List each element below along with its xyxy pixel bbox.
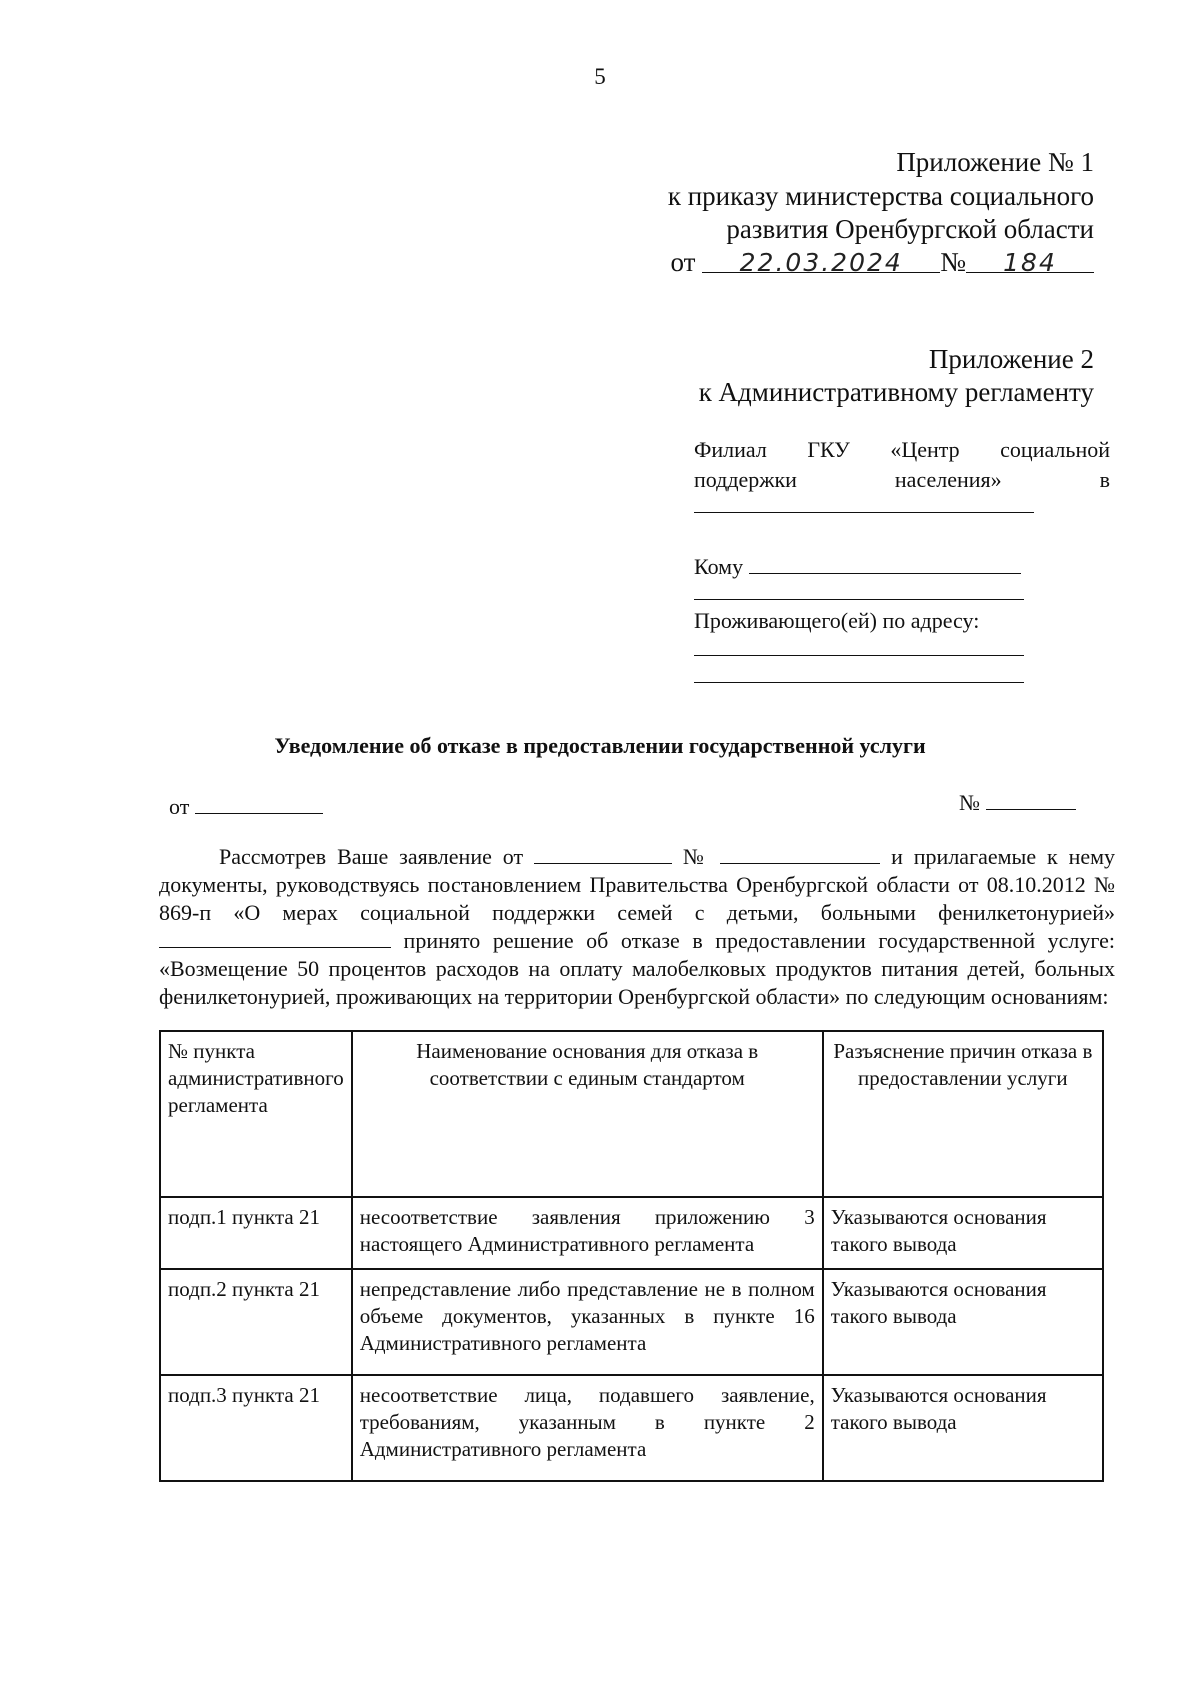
order-number-field: [966, 246, 1094, 277]
appendix1-date-line: [671, 246, 1094, 279]
appendix1-line3: развития Оренбургской области: [726, 214, 1094, 244]
table-row: [160, 1375, 1103, 1481]
notice-number-field: [986, 789, 1076, 810]
row-item-number: подп.1 пункта 21: [160, 1197, 352, 1269]
page-number: 5: [594, 64, 606, 89]
table-row: [160, 1197, 1103, 1269]
notice-number-line: [959, 789, 1076, 816]
notice-number-label: №: [959, 790, 980, 815]
to-line: [694, 551, 1110, 581]
body-part1: Рассмотрев Ваше заявление от: [219, 844, 524, 869]
row-explanation: Указываются основания такого вывода: [823, 1375, 1103, 1481]
to-label: Кому: [694, 554, 744, 579]
order-date: 22.03.2024: [739, 248, 903, 277]
notice-from-label: от: [169, 794, 190, 819]
appendix2-title: Приложение 2: [928, 344, 1094, 374]
number-label: №: [940, 247, 966, 277]
notice-date-line: [169, 793, 323, 820]
order-date-field: [702, 246, 940, 277]
appendix1-line2: к приказу министерства социального: [667, 181, 1094, 211]
appendix1-title: Приложение № 1: [896, 147, 1094, 177]
row-ground-name: непредставление либо представление не в полном объеме документов, указанных в пункте 16 Административного регламента: [352, 1269, 823, 1375]
table-header-row: [160, 1031, 1103, 1197]
from-label: от: [670, 247, 696, 277]
notice-title: Уведомление об отказе в предоставлении государственной услуги: [274, 733, 926, 758]
header-item-number: № пункта административного регламента: [160, 1031, 352, 1197]
header-explanation: Разъяснение причин отказа в предоставлении услуги: [823, 1031, 1103, 1197]
notice-date-field: [195, 793, 323, 814]
row-explanation: Указываются основания такого вывода: [823, 1269, 1103, 1375]
application-date-field: [534, 845, 672, 864]
body-part3: и прилагаемые к нему документы, руководствуясь постановлением Правительства Оренбургской области от 08.10.2012 № 869-п «О мерах социальной поддержки семей с детьми, больными фенилкетонурией»: [159, 844, 1116, 925]
application-number-field: [720, 845, 880, 864]
body-paragraph: [159, 843, 1115, 1011]
row-explanation: Указываются основания такого вывода: [823, 1197, 1103, 1269]
header-ground-name: Наименование основания для отказа в соответствии с единым стандартом: [352, 1031, 823, 1197]
row-item-number: подп.2 пункта 21: [160, 1269, 352, 1375]
table-row: [160, 1269, 1103, 1375]
appendix2-line2: к Административному регламенту: [698, 377, 1094, 407]
recipient-line2: [694, 599, 1024, 600]
row-ground-name: несоответствие заявления приложению 3 настоящего Административного регламента: [352, 1197, 823, 1269]
address-line1: [694, 655, 1024, 656]
branch-line1: Филиал ГКУ «Центр социальной: [694, 437, 1110, 462]
order-number: 184: [1003, 248, 1057, 277]
resolution-field: [159, 929, 391, 948]
residing-label: Проживающего(ей) по адресу:: [694, 608, 980, 633]
branch-line2: поддержки населения» в: [694, 467, 1110, 492]
body-part2: №: [682, 844, 710, 869]
row-ground-name: несоответствие лица, подавшего заявление, требованиям, указанным в пункте 2 Административного регламента: [352, 1375, 823, 1481]
row-item-number: подп.3 пункта 21: [160, 1375, 352, 1481]
branch-city-line: [694, 512, 1034, 513]
grounds-table: [159, 1030, 1104, 1482]
body-part4: принято решение об отказе в предоставлении государственной услуге: «Возмещение 50 процентов расходов на оплату малобелковых продуктов питания детей, больных фенилкетонурией, проживающих на территории Оренбургской области» по следующим основаниям:: [159, 928, 1116, 1009]
address-line2: [694, 682, 1024, 683]
recipient-field: [749, 551, 1021, 574]
